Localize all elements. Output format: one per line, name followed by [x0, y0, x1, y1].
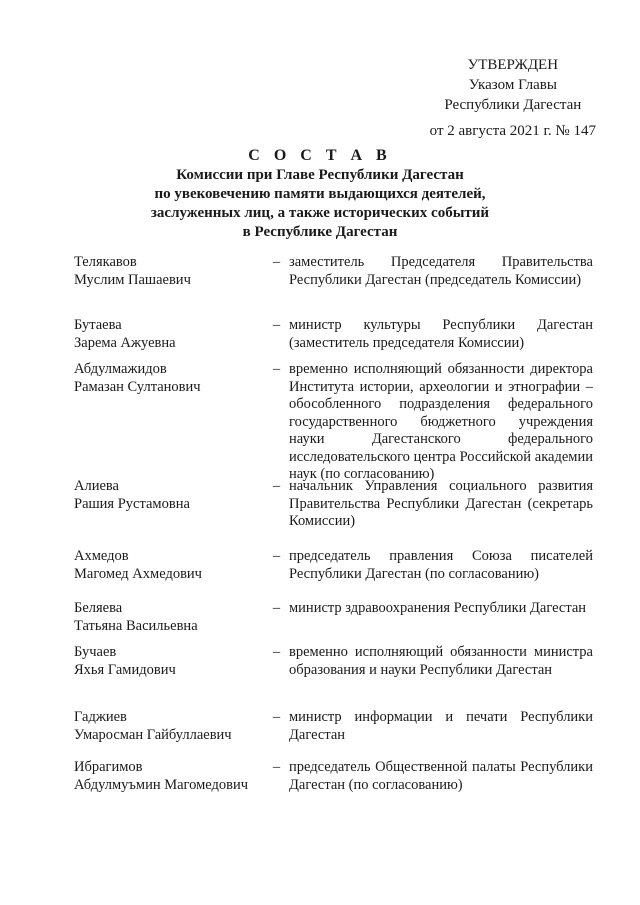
- member-given-name: Рашия Рустамовна: [74, 495, 190, 512]
- member-given-name: Умаросман Гайбуллаевич: [74, 726, 232, 743]
- member-row: [74, 317, 594, 361]
- member-dash: –: [272, 254, 281, 270]
- member-row: [74, 759, 594, 794]
- member-surname: Ибрагимов: [74, 759, 143, 775]
- member-role: временно исполняющий обязанности министра образования и науки Республики Дагестан: [289, 644, 593, 678]
- member-name: [74, 600, 264, 644]
- member-dash: –: [272, 600, 281, 616]
- member-name: [74, 709, 264, 759]
- member-role: председатель Общественной палаты Республики Дагестан (по согласованию): [289, 759, 593, 793]
- member-dash: –: [272, 317, 281, 333]
- member-dash: –: [272, 644, 281, 660]
- member-dash: –: [272, 548, 281, 564]
- member-surname: Алиева: [74, 478, 119, 494]
- member-name: [74, 759, 264, 794]
- member-dash: –: [272, 759, 281, 775]
- member-dash: –: [272, 361, 281, 377]
- approval-republic: Республики Дагестан: [444, 97, 582, 113]
- member-row: [74, 600, 594, 644]
- member-role: министр культуры Республики Дагестан (заместитель председателя Комиссии): [289, 317, 593, 351]
- member-given-name: Татьяна Васильевна: [74, 617, 198, 634]
- member-surname: Абдулмажидов: [74, 361, 167, 377]
- title-line-4: в Республике Дагестан: [242, 224, 398, 240]
- member-name: [74, 254, 264, 317]
- approval-title: УТВЕРЖДЕН: [467, 57, 559, 73]
- member-surname: Беляева: [74, 600, 123, 616]
- member-given-name: Зарема Ажуевна: [74, 334, 176, 351]
- member-role: начальник Управления социального развития Правительства Республики Дагестан (секретарь Комиссии): [289, 478, 593, 529]
- member-surname: Гаджиев: [74, 709, 127, 725]
- member-row: [74, 644, 594, 709]
- member-role: министр информации и печати Республики Дагестан: [289, 709, 593, 743]
- member-surname: Ахмедов: [74, 548, 129, 564]
- member-name: [74, 361, 264, 478]
- title-line-1: Комиссии при Главе Республики Дагестан: [176, 167, 464, 183]
- member-given-name: Магомед Ахмедович: [74, 565, 202, 582]
- title-line-3: заслуженных лиц, а также исторических событий: [150, 205, 490, 221]
- member-row: [74, 548, 594, 600]
- title-heading: С О С Т А В: [248, 147, 392, 164]
- member-name: [74, 478, 264, 548]
- member-given-name: Абдулмуъмин Магомедович: [74, 776, 249, 793]
- member-name: [74, 644, 264, 709]
- member-name: [74, 317, 264, 361]
- member-row: [74, 478, 594, 548]
- member-given-name: Яхья Гамидович: [74, 661, 176, 678]
- member-role: временно исполняющий обязанности директора Института истории, археологии и этнографии – обособленного подразделения федерального государственного бюджетного учреждения науки Дагестанского федерального исследовательского центра Российской академии наук (по согласованию): [289, 361, 593, 482]
- approval-decree: Указом Главы: [468, 77, 557, 93]
- approval-stamp: [430, 55, 596, 141]
- title-line-2: по увековечению памяти выдающихся деятелей,: [154, 186, 486, 202]
- member-dash: –: [272, 478, 281, 494]
- member-role: министр здравоохранения Республики Дагестан: [289, 600, 587, 616]
- member-surname: Телякавов: [74, 254, 137, 270]
- member-given-name: Рамазан Султанович: [74, 378, 201, 395]
- member-surname: Бутаева: [74, 317, 122, 333]
- member-role: председатель правления Союза писателей Республики Дагестан (по согласованию): [289, 548, 593, 582]
- document-title: [0, 146, 640, 242]
- member-row: [74, 254, 594, 317]
- member-dash: –: [272, 709, 281, 725]
- member-row: [74, 361, 594, 482]
- member-row: [74, 709, 594, 759]
- member-surname: Бучаев: [74, 644, 117, 660]
- member-list: [74, 254, 594, 794]
- member-name: [74, 548, 264, 600]
- approval-date: от 2 августа 2021 г. № 147: [429, 123, 596, 139]
- member-role: заместитель Председателя Правительства Республики Дагестан (председатель Комиссии): [289, 254, 593, 288]
- member-given-name: Муслим Пашаевич: [74, 271, 191, 288]
